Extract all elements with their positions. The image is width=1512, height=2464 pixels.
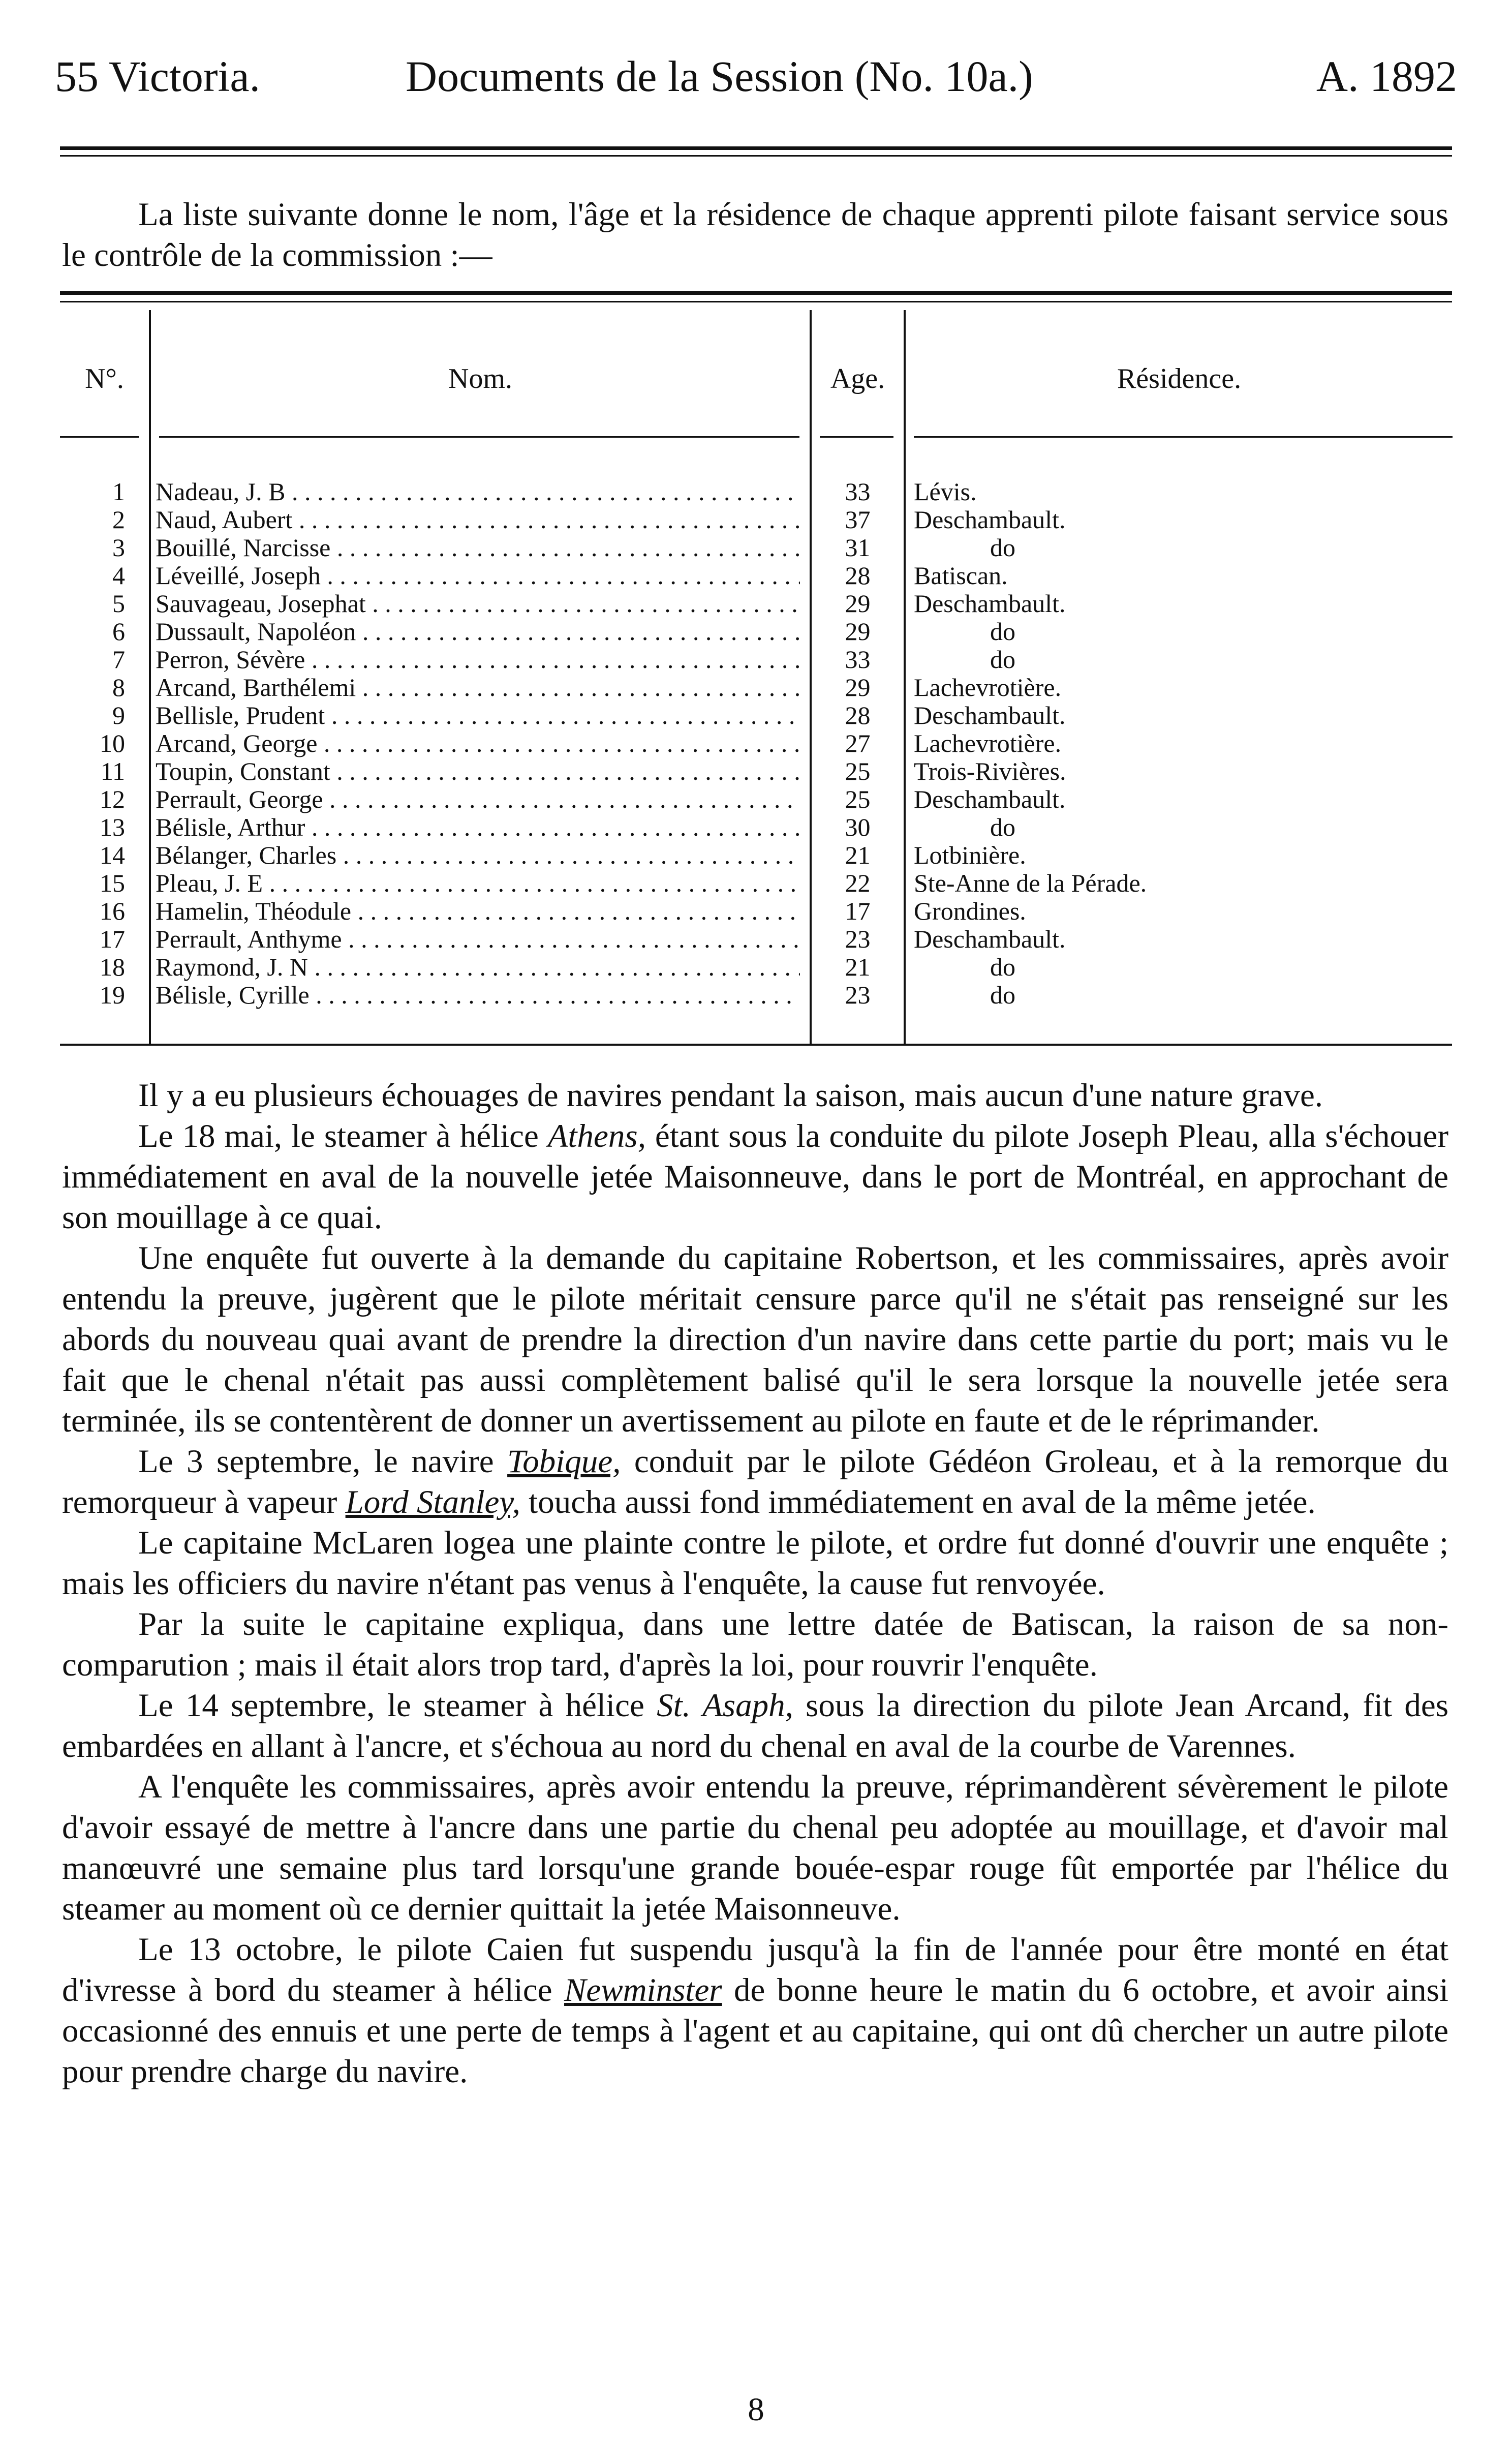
row-residence: Lévis.	[914, 477, 977, 506]
row-age: 22	[845, 869, 871, 897]
row-residence: do	[990, 533, 1015, 562]
paragraph-tobique	[62, 1441, 1448, 1523]
paragraph-text: Une enquête fut ouverte à la demande du capitaine Robertson, et les commissaires, après avoir entendu la preuve, jugèrent que le pilote méritait censure parce qu'il ne s'était pas renseigné sur les abords du nouveau quai avant de prendre la direction d'un navire dans cette partie du port; mais vu le fait que le chenal n'était pas aussi complètement balisé qu'il le sera lorsque la nouvelle jetée sera terminée, ils se contentèrent de donner un avertissement au pilote en faute et de le réprimander.	[62, 1240, 1448, 1439]
paragraph-text: A l'enquête les commissaires, après avoir entendu la preuve, réprimandèrent sévèrement le pilote d'avoir essayé de mettre à l'ancre dans une partie du chenal peu adoptée au mouillage, et d'avoir mal manœuvré une semaine plus tard lorsqu'une grande bouée-espar rouge fût emportée par l'hélice du steamer au moment où ce dernier quittait la jetée Maisonneuve.	[62, 1769, 1448, 1927]
table-row	[60, 729, 1453, 757]
body-text	[62, 1075, 1448, 2092]
row-residence: Grondines.	[914, 897, 1026, 925]
row-age: 28	[845, 701, 871, 729]
row-residence: do	[990, 953, 1015, 981]
row-age: 25	[845, 757, 871, 785]
row-number: 12	[100, 785, 125, 813]
column-header-number: N°.	[85, 363, 124, 394]
row-name: Toupin, Constant . . .	[156, 757, 800, 785]
table-row	[60, 925, 1453, 953]
row-number: 14	[100, 841, 125, 869]
table-row	[60, 813, 1453, 841]
row-number: 8	[112, 673, 125, 702]
paragraph-text: étant sous la conduite du pilote Joseph Pleau, alla s'échouer immédiatement en aval de la nouvelle jetée Maisonneuve, dans le port de Montréal, en approchant de son mouillage à ce quai.	[62, 1118, 1449, 1236]
ship-name: Newminster	[564, 1972, 722, 2009]
paragraph-text: Le 13 octobre, le pilote Caien fut suspendu jusqu'à la fin de l'année pour être monté en état d'ivresse à bord du steamer à hélice	[62, 1931, 1448, 2009]
row-name: Sauvageau, Josephat . . .	[156, 590, 800, 618]
ship-name: Lord Stanley,	[345, 1484, 520, 1520]
header-year: A. 1892	[1316, 52, 1457, 101]
row-number: 4	[112, 561, 125, 590]
row-number: 6	[112, 617, 125, 646]
intro-paragraph: La liste suivante donne le nom, l'âge et la résidence de chaque apprenti pilote faisant service sous le contrôle de la commission :—	[62, 196, 1448, 273]
column-header-age: Age.	[830, 363, 885, 394]
apprentice-pilot-table	[60, 310, 1453, 1044]
table-row	[60, 562, 1453, 590]
paragraph-text: Il y a eu plusieurs échouages de navires pendant la saison, mais aucun d'une nature grave.	[138, 1077, 1323, 1114]
row-residence: Deschambault.	[914, 925, 1066, 953]
table-row	[60, 506, 1453, 534]
row-name: Pleau, J. E . . .	[156, 869, 800, 897]
row-number: 16	[100, 897, 125, 925]
paragraph-text: Par la suite le capitaine expliqua, dans une lettre datée de Batiscan, la raison de sa non-comparution ; mais il était alors trop tard, d'après la loi, pour rouvrir l'enquête.	[62, 1606, 1448, 1683]
row-residence: Trois-Rivières.	[914, 757, 1066, 785]
row-name: Arcand, George . . .	[156, 729, 800, 757]
row-number: 15	[100, 869, 125, 897]
row-number: 7	[112, 645, 125, 674]
table-row	[60, 981, 1453, 1009]
table-top-rule-thick	[60, 291, 1452, 295]
row-age: 21	[845, 953, 871, 981]
header-rule-thick	[60, 146, 1452, 150]
table-bottom-rule	[60, 1044, 1452, 1046]
row-number: 10	[100, 729, 125, 757]
paragraph-newminster	[62, 1929, 1448, 2092]
header-underline	[60, 436, 139, 438]
row-age: 28	[845, 561, 871, 590]
row-number: 11	[100, 757, 125, 785]
row-number: 3	[112, 533, 125, 562]
paragraph-text: toucha aussi fond immédiatement en aval de la même jetée.	[520, 1484, 1316, 1520]
row-age: 33	[845, 645, 871, 674]
row-number: 1	[112, 477, 125, 506]
row-age: 33	[845, 477, 871, 506]
row-name: Bélisle, Arthur . . .	[156, 813, 800, 841]
row-name: Bouillé, Narcisse . . .	[156, 534, 800, 562]
paragraph-st-asaph	[62, 1685, 1448, 1767]
row-name: Nadeau, J. B . . .	[156, 478, 800, 506]
row-name: Hamelin, Théodule . . .	[156, 897, 800, 925]
paragraph-athens	[62, 1116, 1448, 1238]
row-residence: Deschambault.	[914, 701, 1066, 729]
row-age: 27	[845, 729, 871, 757]
row-age: 23	[845, 981, 871, 1009]
row-residence: Batiscan.	[914, 561, 1008, 590]
table-body	[60, 478, 1453, 1009]
row-number: 13	[100, 813, 125, 841]
row-age: 25	[845, 785, 871, 813]
row-name: Bellisle, Prudent . . .	[156, 702, 800, 729]
row-residence: Deschambault.	[914, 505, 1066, 534]
row-number: 18	[100, 953, 125, 981]
row-age: 30	[845, 813, 871, 841]
row-name: Léveillé, Joseph . . .	[156, 562, 800, 590]
page-number: 8	[748, 2391, 764, 2428]
ship-name: Athens,	[547, 1118, 646, 1154]
table-row	[60, 590, 1453, 618]
row-name: Bélisle, Cyrille . . .	[156, 981, 800, 1009]
row-number: 19	[100, 981, 125, 1009]
table-row	[60, 702, 1453, 729]
row-name: Naud, Aubert . . .	[156, 506, 800, 534]
paragraph-text: Le 18 mai, le steamer à hélice	[138, 1118, 548, 1154]
running-header	[55, 48, 1457, 104]
paragraph-reprimand	[62, 1767, 1448, 1929]
table-row	[60, 534, 1453, 562]
header-underline	[914, 436, 1453, 438]
row-name: Arcand, Barthélemi . . .	[156, 674, 800, 702]
row-residence: do	[990, 981, 1015, 1009]
paragraph-groundings	[62, 1075, 1448, 1116]
table-row	[60, 953, 1453, 981]
table-row	[60, 785, 1453, 813]
row-age: 37	[845, 505, 871, 534]
row-age: 29	[845, 673, 871, 702]
column-header-name: Nom.	[448, 363, 512, 394]
table-row	[60, 841, 1453, 869]
row-age: 17	[845, 897, 871, 925]
row-residence: Lotbinière.	[914, 841, 1026, 869]
row-age: 23	[845, 925, 871, 953]
paragraph-mclaren	[62, 1523, 1448, 1604]
row-age: 21	[845, 841, 871, 869]
row-residence: Ste-Anne de la Pérade.	[914, 869, 1147, 897]
table-row	[60, 674, 1453, 702]
row-residence: do	[990, 645, 1015, 674]
row-number: 9	[112, 701, 125, 729]
row-residence: Lachevrotière.	[914, 673, 1062, 702]
paragraph-batiscan-letter	[62, 1604, 1448, 1685]
header-session: 55 Victoria.	[55, 52, 261, 101]
table-row	[60, 757, 1453, 785]
row-name: Perrault, Anthyme . . .	[156, 925, 800, 953]
row-name: Bélanger, Charles . . .	[156, 841, 800, 869]
row-age: 29	[845, 589, 871, 618]
table-row	[60, 478, 1453, 506]
row-name: Dussault, Napoléon . . .	[156, 618, 800, 646]
paragraph-text: sous la direction du pilote Jean Arcand, fit des embardées en allant à l'ancre, et s'échoua au nord du chenal en aval de la courbe de Varennes.	[62, 1687, 1449, 1765]
header-title: Documents de la Session (No. 10a.)	[406, 52, 1033, 101]
row-residence: Deschambault.	[914, 589, 1066, 618]
table-row	[60, 618, 1453, 646]
ship-name: Tobique,	[507, 1443, 621, 1480]
paragraph-text: conduit par le pilote Gédéon Groleau, et à la remorque du remorqueur à vapeur	[62, 1443, 1448, 1520]
paragraph-text: Le 14 septembre, le steamer à hélice	[138, 1687, 657, 1724]
header-rule-thin	[60, 155, 1452, 157]
row-residence: do	[990, 617, 1015, 646]
row-name: Raymond, J. N . . .	[156, 953, 800, 981]
header-underline	[820, 436, 893, 438]
paragraph-text: Le 3 septembre, le navire	[138, 1443, 508, 1480]
ship-name: St. Asaph,	[657, 1687, 793, 1724]
row-name: Perron, Sévère . . .	[156, 646, 800, 674]
paragraph-inquiry-robertson	[62, 1238, 1448, 1441]
row-number: 5	[112, 589, 125, 618]
row-residence: Deschambault.	[914, 785, 1066, 813]
paragraph-text: de bonne heure le matin du 6 octobre, et avoir ainsi occasionné des ennuis et une perte de temps à l'agent et au capitaine, qui ont dû chercher un autre pilote pour prendre charge du navire.	[62, 1972, 1448, 2090]
table-row	[60, 897, 1453, 925]
column-header-residence: Résidence.	[1117, 363, 1242, 394]
header-underline	[159, 436, 799, 438]
table-row	[60, 869, 1453, 897]
paragraph-text: Le capitaine McLaren logea une plainte contre le pilote, et ordre fut donné d'ouvrir une enquête ; mais les officiers du navire n'étant pas venus à l'enquête, la cause fut renvoyée.	[62, 1525, 1448, 1602]
row-name: Perrault, George . . .	[156, 785, 800, 813]
row-age: 29	[845, 617, 871, 646]
row-residence: do	[990, 813, 1015, 841]
row-age: 31	[845, 533, 871, 562]
row-number: 2	[112, 505, 125, 534]
table-row	[60, 646, 1453, 674]
table-top-rule-thin	[60, 301, 1452, 302]
row-number: 17	[100, 925, 125, 953]
row-residence: Lachevrotière.	[914, 729, 1062, 757]
